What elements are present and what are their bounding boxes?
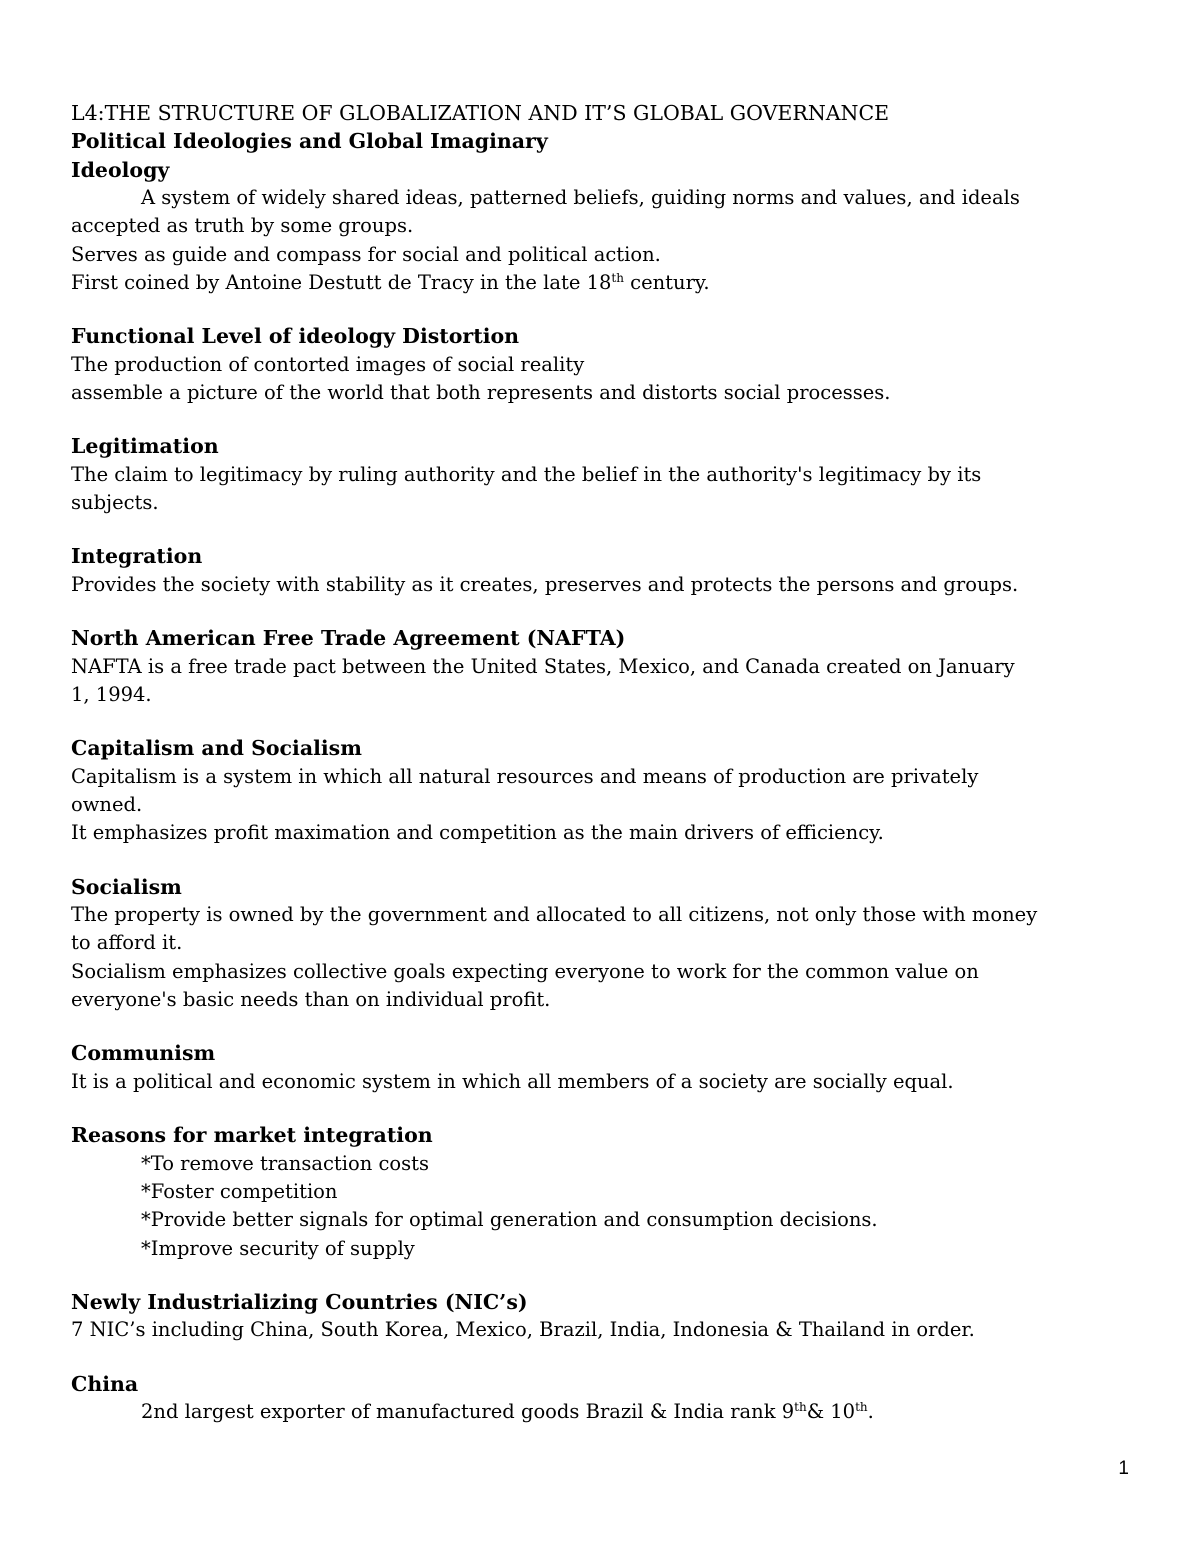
heading-china: China — [71, 1371, 139, 1396]
nic-text: 7 NIC’s including China, South Korea, Mexico, Brazil, India, Indonesia & Thailand in order. — [71, 1318, 975, 1342]
superscript: th — [855, 1400, 868, 1415]
list-item: *Provide better signals for optimal generation and consumption decisions. — [141, 1208, 878, 1232]
list-item: *Improve security of supply — [141, 1236, 415, 1260]
heading-integration: Integration — [71, 544, 203, 569]
legitimation-text: subjects. — [71, 491, 159, 515]
ideology-text: A system of widely shared ideas, patterned beliefs, guiding norms and values, and ideals — [141, 186, 1020, 209]
heading-market-integration: Reasons for market integration — [71, 1123, 433, 1148]
communism-text: It is a political and economic system in which all members of a society are socially equal. — [71, 1069, 954, 1093]
list-item: *To remove transaction costs — [141, 1151, 430, 1175]
list-item: *Foster competition — [141, 1179, 338, 1203]
superscript: th — [794, 1400, 807, 1415]
document-subtitle: Political Ideologies and Global Imaginary — [71, 129, 548, 153]
socialism-text: Socialism emphasizes collective goals expecting everyone to work for the common value on — [71, 959, 979, 983]
ideology-text: Serves as guide and compass for social and political action. — [71, 242, 661, 266]
heading-ideology: Ideology — [71, 157, 170, 182]
functional-text: assemble a picture of the world that both represents and distorts social processes. — [71, 380, 891, 404]
document-body — [71, 99, 1141, 1426]
heading-socialism: Socialism — [71, 874, 182, 899]
heading-capitalism: Capitalism and Socialism — [71, 736, 362, 761]
socialism-text: everyone's basic needs than on individual profit. — [71, 988, 551, 1012]
capitalism-text: owned. — [71, 793, 143, 817]
functional-text: The production of contorted images of social reality — [71, 352, 585, 376]
socialism-text: The property is owned by the government and allocated to all citizens, not only those with money — [71, 903, 1038, 927]
heading-functional-level: Functional Level of ideology Distortion — [71, 324, 520, 349]
ideology-text — [71, 269, 1141, 297]
heading-nafta: North American Free Trade Agreement (NAFTA) — [71, 626, 626, 651]
heading-legitimation: Legitimation — [71, 434, 219, 459]
legitimation-text: The claim to legitimacy by ruling authority and the belief in the authority's legitimacy by its — [71, 462, 982, 486]
document-title: L4:THE STRUCTURE OF GLOBALIZATION AND IT’S GLOBAL GOVERNANCE — [71, 101, 890, 125]
ideology-text: accepted as truth by some groups. — [71, 214, 414, 238]
heading-communism: Communism — [71, 1041, 216, 1066]
nafta-text: 1, 1994. — [71, 682, 152, 706]
heading-nic: Newly Industrializing Countries (NIC’s) — [71, 1289, 528, 1314]
china-text-part: . — [867, 1400, 874, 1424]
page-number: 1 — [1118, 1458, 1129, 1479]
integration-text: Provides the society with stability as it creates, preserves and protects the persons and groups. — [71, 572, 1019, 596]
nafta-text: NAFTA is a free trade pact between the United States, Mexico, and Canada created on January — [71, 654, 1015, 678]
china-text-part: & 10 — [806, 1400, 856, 1424]
china-text — [71, 1398, 1141, 1426]
socialism-text: to afford it. — [71, 931, 183, 955]
china-text-part: 2nd largest exporter of manufactured goods Brazil & India rank 9 — [141, 1400, 795, 1424]
superscript: th — [611, 270, 624, 285]
capitalism-text: Capitalism is a system in which all natural resources and means of production are privately — [71, 764, 979, 788]
ideology-text-part: First coined by Antoine Destutt de Tracy in the late 18 — [71, 270, 612, 294]
ideology-text-part: century. — [623, 270, 710, 294]
capitalism-text: It emphasizes profit maximation and competition as the main drivers of efficiency. — [71, 821, 884, 845]
